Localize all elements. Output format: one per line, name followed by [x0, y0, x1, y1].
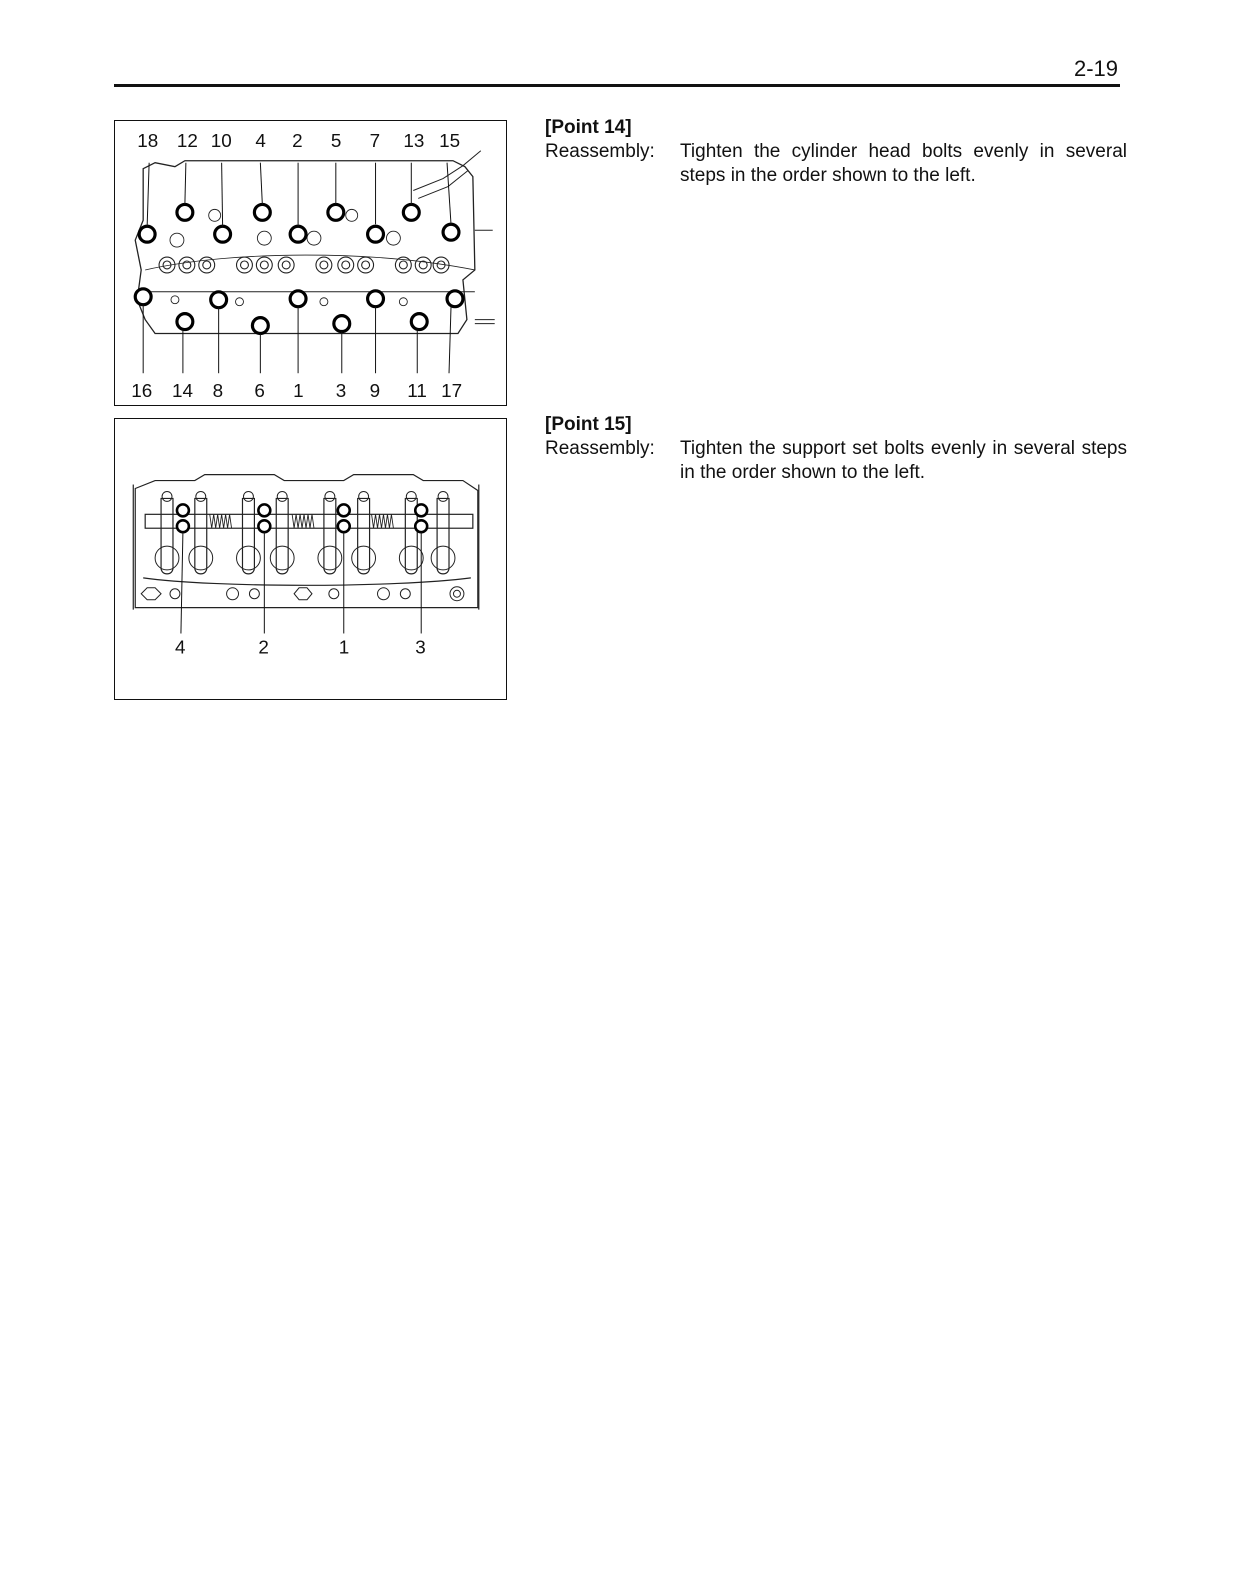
rocker-support-bolt-order-figure: [114, 418, 507, 700]
support-bolt-label: 3: [415, 636, 426, 658]
header-rule: [114, 84, 1120, 87]
top-label: 15: [439, 129, 461, 151]
top-label: 2: [292, 129, 303, 151]
support-bolt-label: 1: [338, 636, 350, 658]
reassembly-label: Reassembly:: [545, 438, 655, 459]
reassembly-label: Reassembly:: [545, 141, 655, 162]
bottom-label: 3: [335, 380, 347, 402]
top-label: 4: [255, 129, 266, 151]
top-label: 12: [176, 129, 198, 151]
cylinder-head-bolt-order-figure: [114, 120, 507, 406]
top-label: 5: [330, 129, 342, 151]
bottom-label: 14: [171, 380, 193, 402]
support-bolt-label: 4: [174, 636, 186, 658]
bottom-label: 11: [407, 380, 427, 402]
bottom-label: 6: [254, 380, 265, 402]
point-15-heading: [Point 15]: [545, 414, 632, 435]
bottom-label: 1: [293, 380, 304, 402]
page-number: 2-19: [1073, 56, 1118, 81]
rocker-assembly-drawing: [115, 419, 506, 699]
support-bolt-label: 2: [258, 636, 269, 658]
cylinder-head-drawing: [115, 121, 506, 405]
top-label: 7: [369, 129, 381, 151]
bottom-label: 17: [441, 380, 463, 402]
point-14-heading: [Point 14]: [545, 117, 632, 138]
point-15-instruction: Tighten the support set bolts evenly in several steps in the order shown to the left.: [680, 438, 1127, 483]
top-label: 13: [403, 129, 425, 151]
point-14-instruction: Tighten the cylinder head bolts evenly in several steps in the order shown to the left.: [680, 141, 1127, 186]
bottom-label: 16: [131, 380, 153, 402]
bottom-label: 8: [212, 380, 224, 402]
bottom-label: 9: [369, 380, 381, 402]
top-label: 10: [210, 129, 232, 151]
top-label: 18: [137, 129, 159, 151]
